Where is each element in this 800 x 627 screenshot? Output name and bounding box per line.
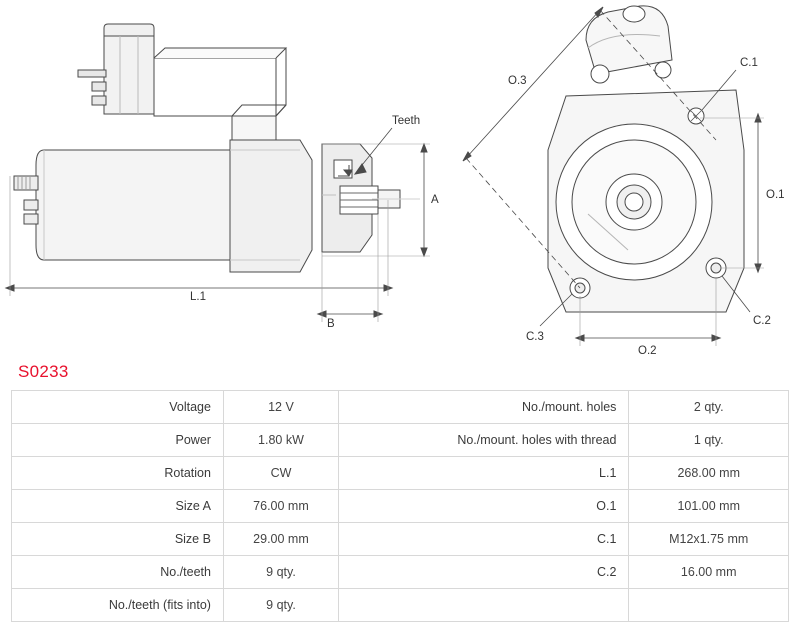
label-b: B bbox=[327, 318, 335, 330]
spec-label: No./teeth (fits into) bbox=[12, 589, 224, 622]
spec-value: 101.00 mm bbox=[629, 490, 789, 523]
spec-label: Size B bbox=[12, 523, 224, 556]
spec-value: CW bbox=[223, 457, 338, 490]
label-teeth: Teeth bbox=[392, 115, 421, 127]
table-row bbox=[12, 556, 789, 589]
spec-label: Size A bbox=[12, 490, 224, 523]
label-c3: C.3 bbox=[526, 331, 544, 343]
spec-label: No./mount. holes bbox=[339, 391, 629, 424]
spec-value: 2 qty. bbox=[629, 391, 789, 424]
spec-value: M12x1.75 mm bbox=[629, 523, 789, 556]
spec-value: 12 V bbox=[223, 391, 338, 424]
spec-value: 76.00 mm bbox=[223, 490, 338, 523]
part-number: S0233 bbox=[18, 362, 69, 381]
specifications-table bbox=[11, 390, 789, 622]
spec-label: No./teeth bbox=[12, 556, 224, 589]
side-view-drawing bbox=[6, 24, 430, 322]
label-o3: O.3 bbox=[508, 75, 527, 87]
table-row bbox=[12, 523, 789, 556]
spec-value: 16.00 mm bbox=[629, 556, 789, 589]
spec-label: No./mount. holes with thread bbox=[339, 424, 629, 457]
label-o2: O.2 bbox=[638, 345, 657, 357]
table-row bbox=[12, 457, 789, 490]
label-c2: C.2 bbox=[753, 315, 771, 327]
label-c1: C.1 bbox=[740, 57, 758, 69]
spec-label: Voltage bbox=[12, 391, 224, 424]
table-row bbox=[12, 589, 789, 622]
table-row bbox=[12, 424, 789, 457]
spec-label: O.1 bbox=[339, 490, 629, 523]
spec-value: 268.00 mm bbox=[629, 457, 789, 490]
label-a: A bbox=[431, 194, 439, 206]
spec-label: Power bbox=[12, 424, 224, 457]
front-view-drawing bbox=[463, 6, 764, 346]
spec-label: L.1 bbox=[339, 457, 629, 490]
table-row bbox=[12, 391, 789, 424]
spec-value: 1 qty. bbox=[629, 424, 789, 457]
label-o1: O.1 bbox=[766, 189, 785, 201]
spec-label bbox=[339, 589, 629, 622]
spec-label: C.1 bbox=[339, 523, 629, 556]
spec-label: C.2 bbox=[339, 556, 629, 589]
spec-value: 9 qty. bbox=[223, 589, 338, 622]
table-row bbox=[12, 490, 789, 523]
spec-label: Rotation bbox=[12, 457, 224, 490]
spec-value bbox=[629, 589, 789, 622]
spec-value: 1.80 kW bbox=[223, 424, 338, 457]
spec-value: 9 qty. bbox=[223, 556, 338, 589]
label-l1: L.1 bbox=[190, 291, 206, 303]
spec-value: 29.00 mm bbox=[223, 523, 338, 556]
